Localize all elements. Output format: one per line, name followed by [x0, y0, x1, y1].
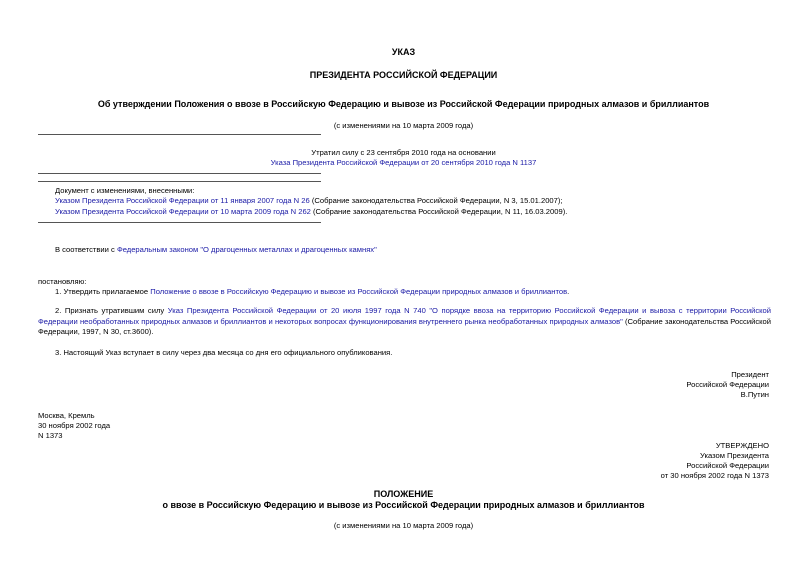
decree-number: N 1373	[38, 431, 63, 440]
lost-force-link[interactable]: Указа Президента Российской Федерации от 20 сентября 2010 года N 1137	[270, 158, 537, 167]
lost-force-text: Утратил силу с 23 сентября 2010 года на основании	[311, 148, 496, 157]
paragraph-2-suffix: (Собрание законодательства Российской Федерации, 1997, N 30, ст.3600).	[38, 316, 771, 336]
paragraph-1-prefix: 1. Утвердить прилагаемое	[55, 287, 151, 296]
decree-issuer: ПРЕЗИДЕНТА РОССИЙСКОЙ ФЕДЕРАЦИИ	[309, 70, 498, 80]
amendment-source: (Собрание законодательства Российской Федерации, N 11, 16.03.2009).	[310, 207, 568, 216]
amendment-link[interactable]: Указом Президента Российской Федерации от 11 января 2007 года N 26	[55, 196, 310, 205]
repealed-decree-link[interactable]: Указ Президента Российской Федерации от 20 июля 1997 года N 740 "О порядке ввоза на территорию Российской Федерации и вывоза с территории Российской Федерации необработанных природных алмазов и бриллиантов и некоторых вопросах функционирования внутреннего рынка необработанных природных алмазов"	[38, 306, 771, 326]
approved-date: от 30 ноября 2002 года N 1373	[660, 471, 769, 480]
legal-basis	[55, 245, 377, 254]
place: Москва, Кремль	[38, 411, 95, 420]
legal-basis-link[interactable]: Федеральным законом "О драгоценных металлах и драгоценных камнях"	[116, 245, 377, 254]
regulation-link[interactable]: Положение о ввозе в Российскую Федерацию и вывозе из Российской Федерации природных алмазов и бриллиантов	[150, 287, 568, 296]
decree-title: УКАЗ	[391, 47, 416, 57]
regulation-subtitle: о ввозе в Российскую Федерацию и вывозе из Российской Федерации природных алмазов и бриллиантов	[162, 500, 645, 510]
divider	[38, 134, 321, 135]
legal-basis-prefix: В соответствии с	[55, 245, 117, 254]
amendment-link[interactable]: Указом Президента Российской Федерации от 10 марта 2009 года N 262	[55, 207, 311, 216]
decree-word: постановляю:	[38, 277, 87, 286]
paragraph-1-suffix: .	[567, 287, 570, 296]
date: 30 ноября 2002 года	[38, 421, 111, 430]
paragraph-3: 3. Настоящий Указ вступает в силу через два месяца со дня его официального опубликования.	[55, 348, 393, 357]
amendment-note: (с изменениями на 10 марта 2009 года)	[333, 121, 474, 130]
regulation-amended: (с изменениями на 10 марта 2009 года)	[333, 521, 474, 530]
paragraph-1	[55, 287, 569, 296]
approved-label: УТВЕРЖДЕНО	[715, 441, 769, 450]
approved-by: Указом Президента	[700, 451, 769, 460]
amendment-item	[55, 196, 563, 205]
amendments-intro: Документ с изменениями, внесенными:	[55, 186, 195, 195]
divider	[38, 181, 321, 182]
divider	[38, 173, 321, 174]
regulation-title: ПОЛОЖЕНИЕ	[373, 489, 434, 499]
decree-subject: Об утверждении Положения о ввозе в Российскую Федерацию и вывозе из Российской Федерации природных алмазов и бриллиантов	[97, 99, 710, 109]
divider	[38, 222, 321, 223]
paragraph-2	[38, 306, 771, 338]
amendment-item	[55, 207, 567, 216]
approved-org: Российской Федерации	[686, 461, 769, 470]
signature-name: В.Путин	[740, 390, 769, 399]
amendment-source: (Собрание законодательства Российской Федерации, N 3, 15.01.2007);	[309, 196, 563, 205]
signature-org: Российской Федерации	[686, 380, 769, 389]
paragraph-2-prefix: 2. Признать утратившим силу	[55, 306, 168, 315]
signature-title: Президент	[731, 370, 769, 379]
